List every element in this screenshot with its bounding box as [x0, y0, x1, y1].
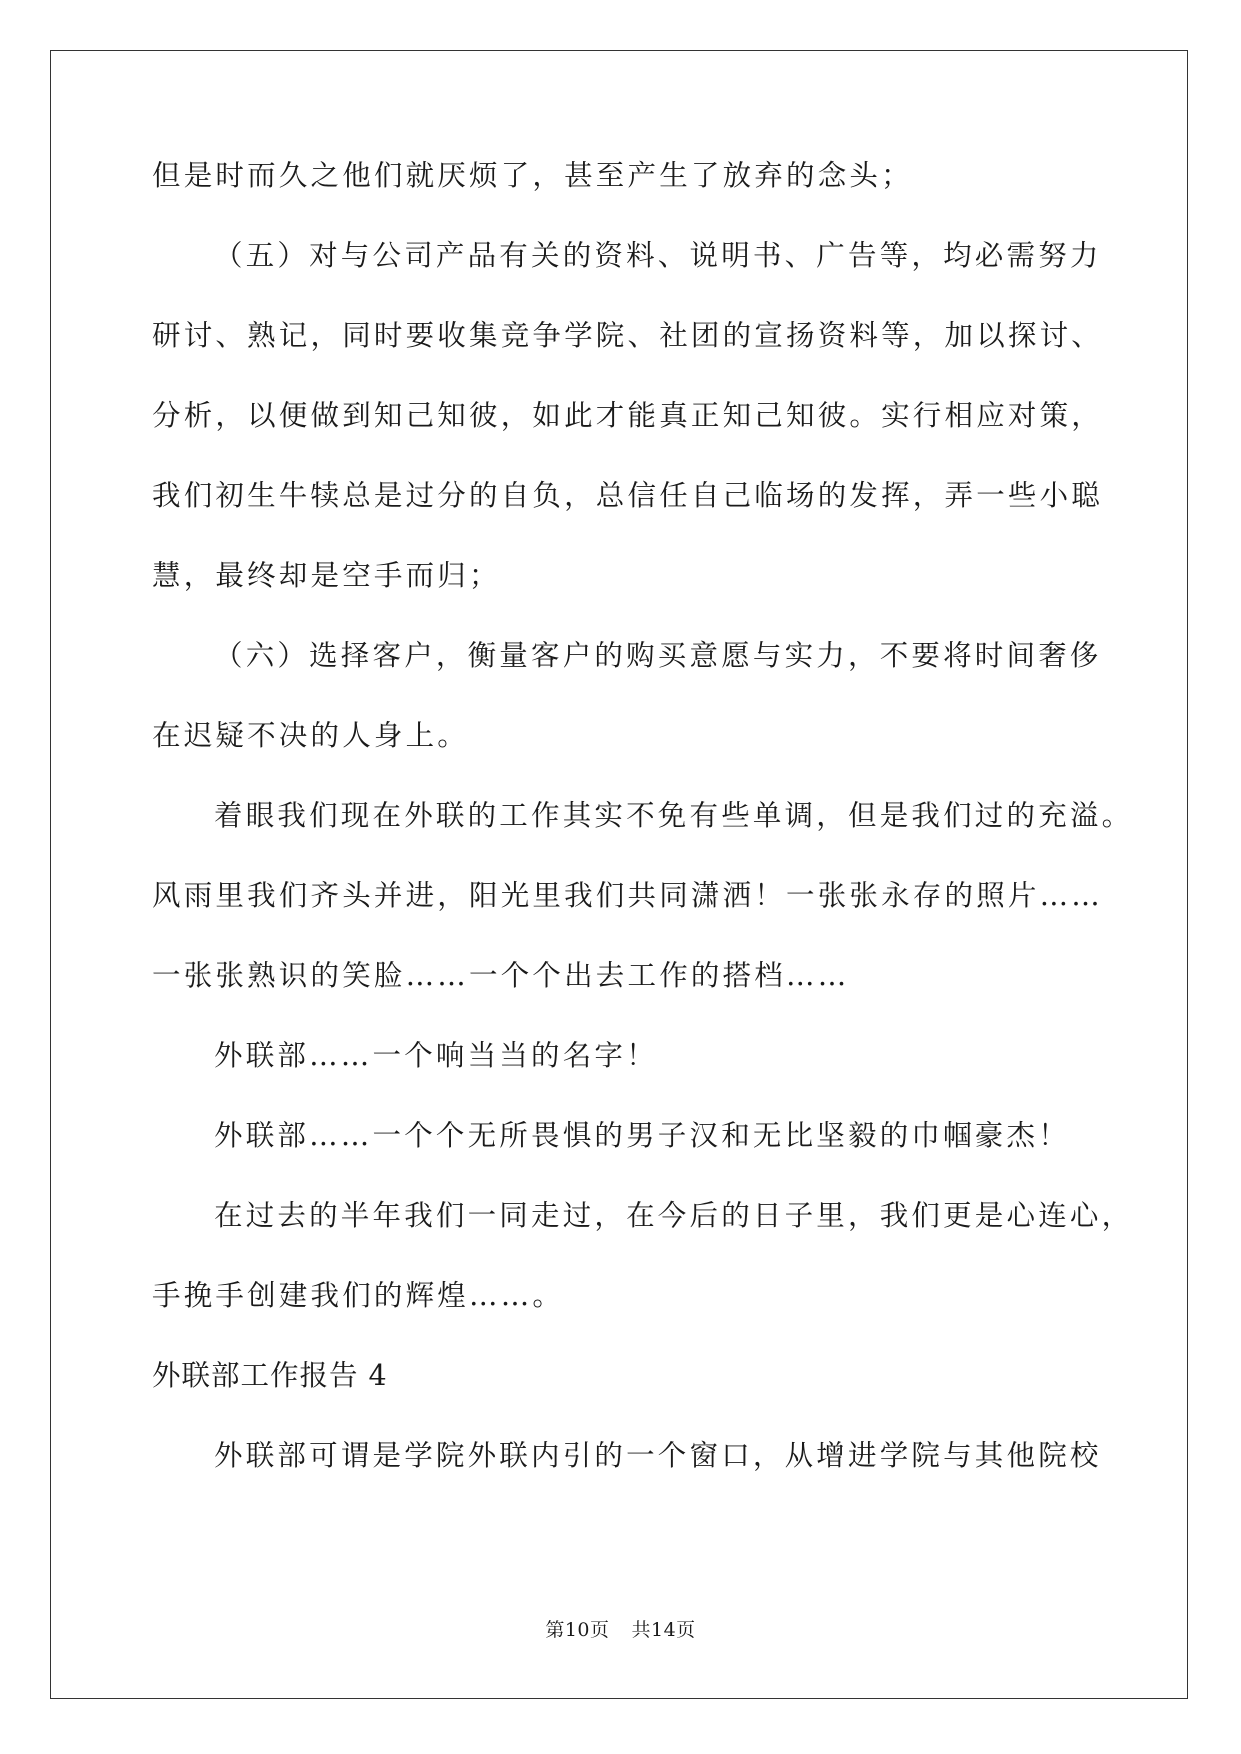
- body-line: 但是时而久之他们就厌烦了，甚至产生了放弃的念头；: [152, 159, 913, 192]
- page-footer: [0, 1618, 1241, 1642]
- body-line: 研讨、熟记，同时要收集竞争学院、社团的宣扬资料等，加以探讨、: [152, 319, 1104, 352]
- page-total: 共14页: [631, 1619, 696, 1641]
- body-line: 手挽手创建我们的辉煌……。: [152, 1279, 565, 1312]
- body-line: 慧，最终却是空手而归；: [152, 559, 501, 592]
- body-line: （五）对与公司产品有关的资料、说明书、广告等，均必需努力: [214, 239, 1102, 272]
- body-line: （六）选择客户，衡量客户的购买意愿与实力，不要将时间奢侈: [214, 639, 1102, 672]
- body-line: 在迟疑不决的人身上。: [152, 719, 470, 752]
- page-number: 第10页: [545, 1619, 610, 1641]
- body-line: 着眼我们现在外联的工作其实不免有些单调，但是我们过的充溢。: [214, 799, 1134, 832]
- body-line: 外联部可谓是学院外联内引的一个窗口，从增进学院与其他院校: [214, 1439, 1102, 1472]
- body-line: 分析，以便做到知己知彼，如此才能真正知己知彼。实行相应对策，: [152, 399, 1104, 432]
- body-line: 外联部……一个响当当的名字！: [214, 1039, 658, 1072]
- section-heading: 外联部工作报告 4: [152, 1359, 388, 1392]
- body-line: 在过去的半年我们一同走过，在今后的日子里，我们更是心连心，: [214, 1199, 1134, 1232]
- body-line: 外联部……一个个无所畏惧的男子汉和无比坚毅的巾帼豪杰！: [214, 1119, 1070, 1152]
- body-line: 风雨里我们齐头并进，阳光里我们共同潇洒！一张张永存的照片……: [152, 879, 1104, 912]
- body-line: 我们初生牛犊总是过分的自负，总信任自己临场的发挥，弄一些小聪: [152, 479, 1104, 512]
- body-line: 一张张熟识的笑脸……一个个出去工作的搭档……: [152, 959, 850, 992]
